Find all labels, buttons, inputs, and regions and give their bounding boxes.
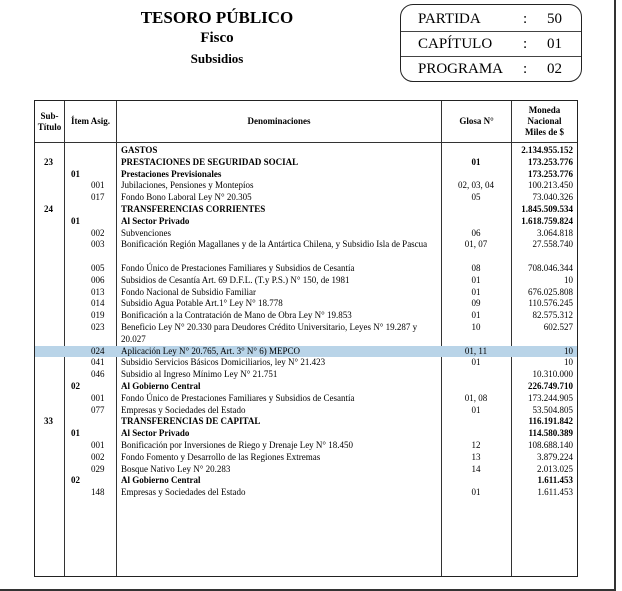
cell-monto: 226.749.710 [528, 380, 573, 391]
cell-item: 02 [71, 475, 80, 486]
table-row[interactable] [35, 464, 577, 476]
cell-glosa: 12 [471, 439, 481, 450]
classification-row-programa [401, 57, 581, 81]
table-row[interactable] [35, 263, 577, 275]
cell-denominacion: Al Sector Privado [121, 428, 190, 439]
cell-monto: 10 [564, 357, 573, 368]
capitulo-label: CAPÍTULO [418, 36, 493, 52]
cell-denominacion: Subsidio Agua Potable Art.1° Ley N° 18.778 [121, 298, 283, 309]
table-row[interactable] [35, 169, 577, 181]
cell-asignacion: 014 [91, 298, 105, 309]
cell-asignacion: 023 [91, 321, 105, 332]
cell-subtitulo: 24 [44, 203, 53, 214]
cell-asignacion: 017 [91, 192, 105, 203]
cell-denominacion: Al Gobierno Central [121, 475, 201, 486]
cell-glosa: 01, 08 [464, 392, 488, 403]
document-title: TESORO PÚBLICO [140, 8, 294, 27]
cell-glosa: 01, 11 [464, 345, 488, 356]
cell-denominacion: TRANSFERENCIAS DE CAPITAL [121, 416, 261, 427]
cell-item: 01 [71, 215, 80, 226]
cell-glosa: 01 [471, 357, 481, 368]
cell-glosa: 09 [471, 298, 481, 309]
partida-value: 50 [547, 11, 562, 27]
cell-denominacion: Jubilaciones, Pensiones y Montepíos [121, 180, 254, 191]
cell-glosa: 01 [471, 274, 481, 285]
cell-monto: 82.575.312 [532, 310, 573, 321]
cell-glosa: 01 [471, 404, 481, 415]
cell-monto: 676.025.808 [528, 286, 573, 297]
table-row[interactable] [35, 428, 577, 440]
table-row[interactable] [35, 228, 577, 240]
table-row[interactable] [35, 239, 577, 263]
cell-item: 02 [71, 380, 80, 391]
table-row[interactable] [35, 322, 577, 346]
cell-denominacion: Bonificación Región Magallanes y de la Antártica Chilena, y Subsidio Isla de Pascua [121, 239, 428, 250]
cell-glosa: 01 [471, 310, 481, 321]
cell-monto: 53.504.805 [532, 404, 573, 415]
cell-denominacion: Subsidios de Cesantía Art. 69 D.F.L. (T.y P.S.) N° 150, de 1981 [121, 274, 350, 285]
cell-monto: 1.611.453 [537, 475, 573, 486]
cell-monto: 2.134.955.152 [521, 145, 573, 155]
cell-denominacion: Empresas y Sociedades del Estado [121, 404, 246, 415]
budget-table [34, 100, 578, 577]
cell-denominacion: Bosque Nativo Ley N° 20.283 [121, 463, 231, 474]
cell-asignacion: 005 [91, 262, 105, 273]
cell-glosa: 08 [471, 262, 481, 273]
cell-asignacion: 148 [91, 487, 105, 498]
cell-asignacion: 046 [91, 369, 105, 380]
cell-monto: 708.046.344 [528, 262, 573, 273]
cell-item: 01 [71, 168, 80, 179]
classification-row-capitulo [401, 32, 581, 57]
table-row[interactable] [35, 180, 577, 192]
table-row[interactable] [35, 440, 577, 452]
capitulo-separator: : [523, 36, 528, 52]
cell-denominacion: Al Sector Privado [121, 215, 190, 226]
table-row[interactable] [35, 287, 577, 299]
cell-monto: 108.688.140 [528, 439, 573, 450]
cell-asignacion: 013 [91, 286, 105, 297]
table-row[interactable] [35, 405, 577, 417]
header-subtitulo: Sub- Título [37, 110, 62, 132]
table-row[interactable] [35, 216, 577, 228]
cell-denominacion: Aplicación Ley N° 20.765, Art. 3° N° 6) MEPCO [121, 345, 301, 356]
page-edge-right [614, 0, 616, 591]
cell-monto: 100.213.450 [528, 180, 573, 191]
table-row[interactable] [35, 381, 577, 393]
cell-asignacion: 006 [91, 274, 105, 285]
table-row[interactable] [35, 192, 577, 204]
cell-denominacion: Al Gobierno Central [121, 380, 201, 391]
cell-asignacion: 019 [91, 310, 105, 321]
cell-monto: 116.191.842 [528, 416, 573, 427]
cell-glosa: 01 [471, 156, 481, 167]
cell-glosa: 02, 03, 04 [458, 180, 494, 191]
table-row[interactable] [35, 393, 577, 405]
cell-denominacion: Bonificación a la Contratación de Mano de Obra Ley N° 19.853 [121, 310, 352, 321]
cell-subtitulo: 33 [44, 416, 53, 427]
header-item-asig: Ítem Asig. [71, 116, 110, 126]
table-row-selected[interactable] [35, 346, 577, 358]
cell-denominacion: Fondo Único de Prestaciones Familiares y Subsidios de Cesantía [121, 392, 355, 403]
cell-monto: 110.576.245 [528, 298, 573, 309]
cell-asignacion: 001 [91, 180, 105, 191]
cell-denominacion: TRANSFERENCIAS CORRIENTES [121, 203, 266, 214]
table-row[interactable] [35, 369, 577, 381]
header-moneda: Moneda Nacional Miles de $ [525, 105, 564, 137]
capitulo-value: 01 [547, 36, 562, 52]
document-section: Subsidios [190, 51, 244, 66]
table-row[interactable] [35, 416, 577, 428]
cell-denominacion: PRESTACIONES DE SEGURIDAD SOCIAL [121, 156, 299, 167]
cell-monto: 10 [564, 345, 573, 356]
cell-glosa: 01 [471, 487, 481, 498]
table-row[interactable] [35, 475, 577, 487]
cell-asignacion: 001 [91, 392, 105, 403]
cell-subtitulo: 23 [44, 156, 53, 167]
cell-monto: 3.879.224 [537, 451, 573, 462]
table-body [35, 145, 577, 499]
document-subtitle: Fisco [200, 30, 234, 46]
cell-denominacion: Fondo Bono Laboral Ley N° 20.305 [121, 192, 252, 203]
cell-denominacion: GASTOS [121, 145, 158, 155]
cell-denominacion: Subsidio al Ingreso Mínimo Ley N° 21.751 [121, 369, 278, 380]
cell-monto: 173.244.905 [528, 392, 573, 403]
cell-denominacion: Empresas y Sociedades del Estado [121, 487, 246, 498]
cell-monto: 1.845.509.534 [521, 203, 573, 214]
cell-asignacion: 029 [91, 463, 105, 474]
cell-monto: 602.527 [543, 321, 573, 332]
cell-asignacion: 077 [91, 404, 105, 415]
partida-separator: : [523, 11, 528, 27]
header-denominaciones: Denominaciones [247, 116, 311, 126]
cell-monto: 1.611.453 [537, 487, 573, 498]
cell-asignacion: 041 [91, 357, 105, 368]
cell-glosa: 01 [471, 286, 481, 297]
cell-glosa: 10 [471, 321, 481, 332]
cell-denominacion: Prestaciones Previsionales [121, 168, 222, 179]
cell-denominacion: Fondo Nacional de Subsidio Familiar [121, 286, 256, 297]
cell-denominacion: Subvenciones [121, 227, 171, 238]
cell-item: 01 [71, 428, 80, 439]
table-row[interactable] [35, 298, 577, 310]
table-row[interactable] [35, 452, 577, 464]
cell-denominacion: Fondo Fomento y Desarrollo de las Regiones Extremas [121, 451, 321, 462]
table-row[interactable] [35, 310, 577, 322]
cell-denominacion: Fondo Único de Prestaciones Familiares y Subsidios de Cesantía [121, 262, 355, 273]
table-row[interactable] [35, 275, 577, 287]
cell-glosa: 01, 07 [464, 239, 488, 250]
table-row[interactable] [35, 487, 577, 499]
programa-label: PROGRAMA [418, 61, 504, 77]
partida-label: PARTIDA [418, 11, 481, 27]
cell-glosa: 06 [471, 227, 481, 238]
cell-asignacion: 001 [91, 439, 105, 450]
cell-denominacion: Beneficio Ley N° 20.330 para Deudores Crédito Universitario, Leyes N° 19.287 y 20.027 [121, 321, 418, 344]
programa-separator: : [523, 61, 528, 77]
table-row[interactable] [35, 145, 577, 157]
header-divider [35, 142, 577, 143]
cell-monto: 3.064.818 [537, 227, 573, 238]
cell-asignacion: 002 [91, 451, 105, 462]
cell-monto: 73.040.326 [532, 192, 573, 203]
cell-asignacion: 002 [91, 227, 105, 238]
table-row[interactable] [35, 157, 577, 169]
cell-denominacion: Subsidio Servicios Básicos Domiciliarios, ley N° 21.423 [121, 357, 326, 368]
cell-monto: 114.580.389 [528, 428, 573, 439]
table-row[interactable] [35, 357, 577, 369]
cell-monto: 173.253.776 [528, 156, 573, 167]
programa-value: 02 [547, 61, 562, 77]
cell-monto: 10.310.000 [532, 369, 573, 380]
cell-monto: 1.618.759.824 [521, 215, 573, 226]
cell-monto: 173.253.776 [528, 168, 573, 179]
header-glosa: Glosa N° [459, 116, 494, 126]
cell-glosa: 13 [471, 451, 481, 462]
cell-glosa: 14 [471, 463, 481, 474]
cell-glosa: 05 [471, 192, 481, 203]
cell-asignacion: 003 [91, 239, 105, 250]
classification-box [400, 4, 582, 82]
cell-asignacion: 024 [91, 345, 105, 356]
cell-monto: 27.558.740 [532, 239, 573, 250]
cell-denominacion: Bonificación por Inversiones de Riego y Drenaje Ley N° 18.450 [121, 439, 354, 450]
table-row[interactable] [35, 204, 577, 216]
classification-row-partida [401, 7, 581, 32]
cell-monto: 10 [564, 274, 573, 285]
cell-monto: 2.013.025 [537, 463, 573, 474]
